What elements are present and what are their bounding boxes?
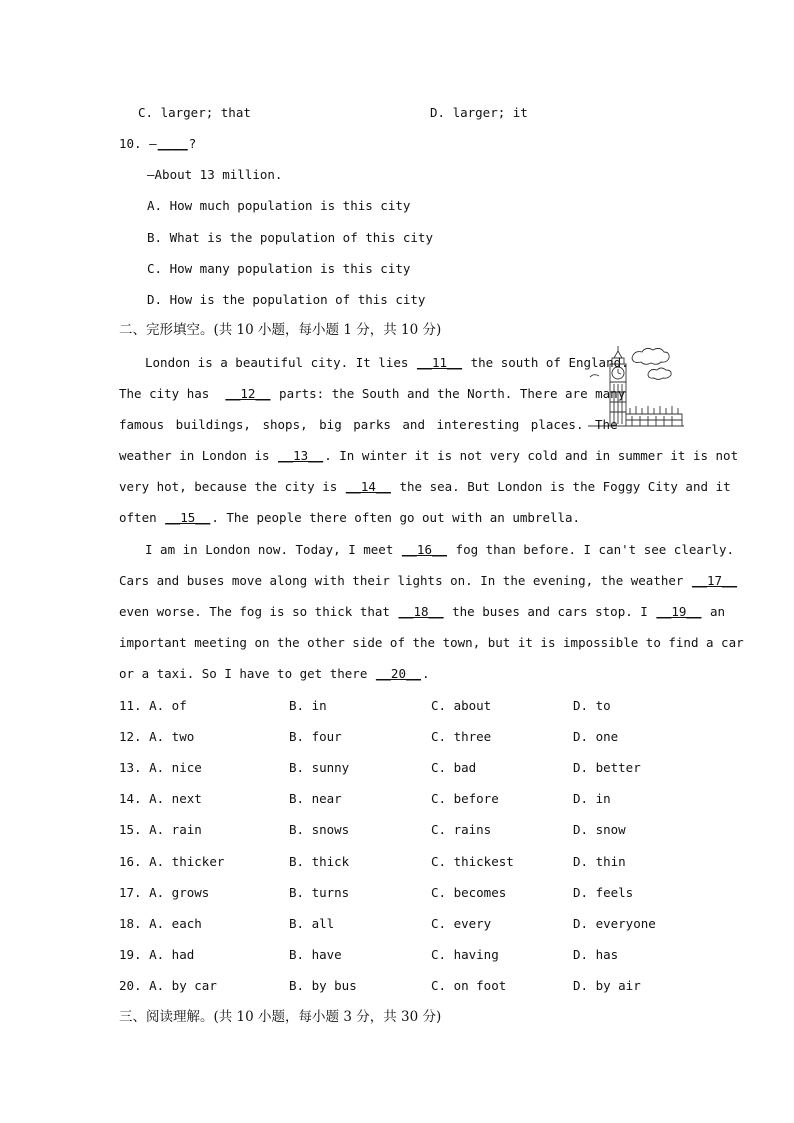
choice-option: C. every [431, 916, 492, 931]
blank-19: __19__ [656, 604, 702, 619]
passage-line: even worse. The fog is so thick that __18__ the buses and cars stop. I __19__ an [119, 604, 726, 619]
blank-16: __16__ [401, 542, 448, 557]
choice-option: C. having [431, 947, 499, 962]
choice-option: C. about [431, 698, 492, 713]
choice-option: D. snow [573, 822, 626, 837]
q10-option-b: B. What is the population of this city [147, 230, 433, 245]
passage-line: London is a beautiful city. It lies __11__ the south of England. [145, 355, 629, 370]
choice-option: B. four [289, 729, 342, 744]
choice-option: C. bad [431, 760, 477, 775]
q10-option-c: C. How many population is this city [147, 261, 411, 276]
section3-heading: 三、阅读理解。(共 10 小题，每小题 3 分，共 30 分) [119, 1009, 442, 1025]
choice-option: B. near [289, 791, 342, 806]
passage-line: very hot, because the city is __14__ the sea. But London is the Foggy City and it [119, 479, 731, 494]
q10-qmark: ? [188, 136, 197, 151]
choice-option: B. in [289, 698, 327, 713]
blank-18: __18__ [398, 604, 444, 619]
choice-option: C. before [431, 791, 499, 806]
choice-option: C. rains [431, 822, 492, 837]
choice-option: B. snows [289, 822, 350, 837]
q10-number: 10. [119, 136, 142, 151]
choice-option: D. in [573, 791, 611, 806]
q10-prompt [119, 136, 196, 152]
choice-option: C. becomes [431, 885, 507, 900]
choice-option: C. three [431, 729, 492, 744]
blank-17: __17__ [691, 573, 738, 588]
choice-option: B. turns [289, 885, 350, 900]
q9-option-c: C. larger; that [138, 105, 251, 120]
choice-row: 13. A. nice [119, 760, 202, 775]
choice-option: C. on foot [431, 978, 507, 993]
passage-line: I am in London now. Today, I meet __16__ fog than before. I can't see clearly. [145, 542, 735, 557]
choice-option: D. everyone [573, 916, 656, 931]
blank-20: __20__ [375, 666, 422, 681]
choice-option: D. feels [573, 885, 634, 900]
choice-row: 18. A. each [119, 916, 202, 931]
passage-paragraph-2 [119, 534, 744, 689]
choice-row: 15. A. rain [119, 822, 202, 837]
choice-row: 11. A. of [119, 698, 187, 713]
passage-line: famous buildings, shops, big parks and interesting places. The [119, 417, 618, 432]
q10-option-a: A. How much population is this city [147, 198, 411, 213]
choice-option: B. sunny [289, 760, 350, 775]
passage-line: weather in London is __13__. In winter it is not very cold and in summer it is not [119, 448, 739, 463]
choice-row: 19. A. had [119, 947, 195, 962]
choice-option: C. thickest [431, 854, 514, 869]
choice-option: D. thin [573, 854, 626, 869]
blank-14: __14__ [345, 479, 391, 494]
passage-line: Cars and buses move along with their lights on. In the evening, the weather __17__ [119, 573, 738, 588]
passage-line: important meeting on the other side of the town, but it is impossible to find a car [119, 635, 744, 650]
choice-row: 16. A. thicker [119, 854, 225, 869]
q10-answer: —About 13 million. [147, 167, 283, 182]
choice-option: D. to [573, 698, 611, 713]
choice-row: 14. A. next [119, 791, 202, 806]
q10-blank: ____ [157, 136, 188, 151]
choice-option: D. better [573, 760, 641, 775]
choice-option: B. by bus [289, 978, 357, 993]
passage-line: often __15__. The people there often go out with an umbrella. [119, 510, 581, 525]
choice-row: 20. A. by car [119, 978, 217, 993]
passage-line: The city has __12__ parts: the South and the North. There are many [119, 386, 626, 401]
choice-row: 17. A. grows [119, 885, 210, 900]
blank-13: __13__ [278, 448, 324, 463]
choice-option: B. have [289, 947, 342, 962]
blank-12: __12__ [225, 386, 271, 401]
passage-line: or a taxi. So I have to get there __20__. [119, 666, 430, 681]
q9-option-d: D. larger; it [430, 105, 528, 120]
choice-option: D. one [573, 729, 619, 744]
choice-option: D. has [573, 947, 619, 962]
choice-row: 12. A. two [119, 729, 195, 744]
section2-heading: 二、完形填空。(共 10 小题，每小题 1 分，共 10 分) [119, 322, 442, 338]
blank-11: __11__ [416, 355, 463, 370]
q10-option-d: D. How is the population of this city [147, 292, 426, 307]
choice-option: B. all [289, 916, 335, 931]
passage-paragraph-1 [119, 347, 739, 533]
choice-option: D. by air [573, 978, 641, 993]
q10-dash: — [149, 136, 157, 151]
choice-option: B. thick [289, 854, 350, 869]
blank-15: __15__ [165, 510, 211, 525]
